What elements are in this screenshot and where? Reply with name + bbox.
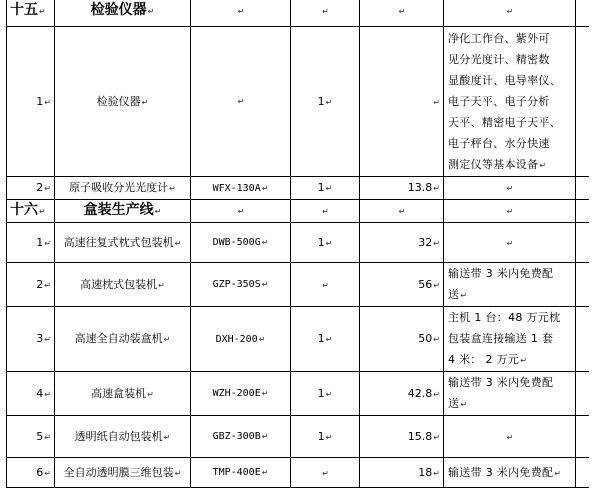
paragraph-mark: ↵	[322, 6, 329, 16]
item-notes	[444, 416, 576, 458]
item-model	[191, 177, 291, 200]
paragraph-mark: ↵	[398, 207, 406, 216]
notes-line: 包装盒连接输送 1 套	[448, 332, 554, 345]
section-title	[55, 200, 191, 223]
notes-line: 测定仪等基本设备↵	[448, 157, 547, 171]
item-quantity	[291, 372, 360, 416]
price-cell	[360, 0, 444, 27]
paragraph-mark: ↵	[44, 238, 51, 248]
table-row	[7, 416, 589, 458]
item-number	[7, 372, 55, 416]
row-edge-cell	[576, 0, 589, 27]
paragraph-mark: ↵	[506, 207, 514, 216]
item-name-text: 高速全自动装盒机	[74, 332, 163, 345]
model-cell	[191, 0, 291, 27]
paragraph-mark: ↵	[261, 432, 269, 441]
table-row	[7, 372, 589, 416]
paragraph-mark: ↵	[44, 335, 51, 344]
paragraph-mark: ↵	[39, 6, 46, 16]
table-row	[7, 307, 589, 372]
item-model-text: WZH-200E	[212, 388, 261, 399]
paragraph-mark: ↵	[520, 356, 528, 365]
section-title	[55, 0, 191, 27]
paragraph-mark: ↵	[554, 468, 562, 478]
item-number-text: 2	[36, 181, 44, 194]
item-name	[55, 372, 191, 416]
paragraph-mark: ↵	[539, 160, 547, 170]
item-price	[360, 27, 444, 177]
paragraph-mark: ↵	[44, 432, 51, 442]
item-name	[55, 458, 191, 488]
row-edge-cell	[576, 27, 589, 177]
paragraph-mark: ↵	[433, 389, 440, 399]
paragraph-mark: ↵	[174, 468, 182, 478]
item-quantity-text: 1	[317, 429, 325, 443]
row-edge-cell	[576, 200, 589, 223]
paragraph-mark: ↵	[433, 280, 440, 290]
item-number	[7, 27, 55, 177]
section-number	[7, 0, 55, 27]
notes-line: 4 米： 2 万元↵	[448, 353, 528, 366]
item-quantity-text: 1	[317, 181, 325, 194]
paragraph-mark: ↵	[506, 6, 514, 16]
item-model-text: WFX-130A	[212, 182, 261, 194]
paragraph-mark: ↵	[261, 280, 269, 289]
item-price	[360, 372, 444, 416]
item-model-text: TMP-400E	[212, 467, 261, 478]
paragraph-mark: ↵	[163, 335, 171, 344]
item-price	[360, 458, 444, 488]
paragraph-mark: ↵	[261, 238, 269, 247]
paragraph-mark: ↵	[506, 238, 514, 248]
qty-cell	[291, 0, 360, 27]
item-number-text: 4	[36, 386, 44, 400]
item-price	[360, 307, 444, 372]
item-quantity-text: 1	[317, 94, 325, 108]
paragraph-mark: ↵	[147, 6, 155, 16]
item-number-text: 1	[36, 235, 44, 249]
item-number	[7, 416, 55, 458]
notes-line: 输送带 3 米内免费配	[448, 267, 554, 280]
section-number-text: 十五	[10, 1, 38, 18]
section-title-text: 盒装生产线	[83, 202, 154, 218]
section-title-text: 检验仪器	[90, 1, 147, 18]
notes-line: 输送带 3 米内免费配	[448, 376, 554, 389]
item-quantity	[291, 223, 360, 263]
item-name	[55, 27, 191, 177]
paragraph-mark: ↵	[237, 97, 245, 106]
item-name-text: 高速盒装机	[91, 386, 147, 400]
paragraph-mark: ↵	[44, 97, 51, 107]
paragraph-mark: ↵	[433, 468, 440, 478]
item-model-text: DWB-500G	[212, 237, 261, 248]
model-cell	[191, 200, 291, 223]
table-row	[7, 27, 589, 177]
paragraph-mark: ↵	[325, 238, 333, 248]
item-number	[7, 458, 55, 488]
section-number-text: 十六	[10, 202, 38, 218]
equipment-table	[6, 0, 589, 488]
notes-line: 净化工作台、紫外可	[448, 31, 550, 45]
item-number	[7, 263, 55, 307]
paragraph-mark: ↵	[261, 468, 269, 477]
row-edge-cell	[576, 307, 589, 372]
notes-line: 电子天平、电子分析	[448, 94, 550, 108]
paragraph-mark: ↵	[322, 468, 329, 478]
item-model	[191, 416, 291, 458]
notes-line: 显酸度计、电导率仪、	[448, 73, 561, 87]
item-price-text: 32	[418, 235, 433, 249]
paragraph-mark: ↵	[258, 334, 266, 344]
item-name-text: 检验仪器	[96, 94, 141, 108]
item-price	[360, 416, 444, 458]
row-edge-cell	[576, 223, 589, 263]
item-quantity-text: 1	[317, 332, 325, 345]
item-number-text: 3	[36, 332, 44, 345]
item-name-text: 高速往复式枕式包装机	[63, 235, 174, 249]
item-notes	[444, 27, 576, 177]
item-quantity	[291, 177, 360, 200]
table-row	[7, 223, 589, 263]
row-edge-cell	[576, 372, 589, 416]
table-row	[7, 263, 589, 307]
item-name	[55, 263, 191, 307]
paragraph-mark: ↵	[158, 280, 165, 290]
paragraph-mark: ↵	[154, 207, 162, 216]
paragraph-mark: ↵	[44, 389, 51, 399]
paragraph-mark: ↵	[39, 207, 46, 216]
notes-line: 见分光度计、精密数	[448, 52, 550, 66]
item-price	[360, 223, 444, 263]
paragraph-mark: ↵	[433, 184, 440, 193]
paragraph-mark: ↵	[261, 389, 269, 398]
paragraph-mark: ↵	[44, 280, 51, 290]
table-row	[7, 458, 589, 488]
paragraph-mark: ↵	[44, 468, 51, 478]
paragraph-mark: ↵	[261, 183, 269, 193]
item-model	[191, 372, 291, 416]
row-edge-cell	[576, 458, 589, 488]
item-number	[7, 177, 55, 200]
paragraph-mark: ↵	[325, 432, 333, 442]
paragraph-mark: ↵	[325, 335, 333, 344]
section-number	[7, 200, 55, 223]
item-number-text: 1	[36, 94, 44, 108]
paragraph-mark: ↵	[325, 389, 333, 399]
item-model-text: GZP-350S	[212, 279, 261, 290]
paragraph-mark: ↵	[141, 97, 149, 107]
item-quantity	[291, 307, 360, 372]
paragraph-mark: ↵	[322, 207, 329, 216]
item-price	[360, 177, 444, 200]
notes-line: 主机 1 台：48 万元枕	[448, 311, 561, 324]
paragraph-mark: ↵	[325, 184, 333, 193]
paragraph-mark: ↵	[174, 238, 182, 248]
paragraph-mark: ↵	[147, 389, 154, 399]
paragraph-mark: ↵	[506, 432, 514, 442]
row-edge-cell	[576, 177, 589, 200]
item-model	[191, 307, 291, 372]
row-edge-cell	[576, 416, 589, 458]
item-model	[191, 223, 291, 263]
item-name-text: 原子吸收分光光度计	[69, 181, 169, 194]
item-quantity-text: 1	[317, 235, 325, 249]
table-row	[7, 177, 589, 200]
item-notes	[444, 307, 576, 372]
notes-line: 电子秤台、水分快速	[448, 136, 550, 150]
qty-cell	[291, 200, 360, 223]
row-edge-cell	[576, 263, 589, 307]
item-price-text: 13.8	[407, 181, 433, 194]
item-quantity	[291, 416, 360, 458]
paragraph-mark: ↵	[433, 335, 440, 344]
item-model-text: GBZ-300B	[212, 431, 261, 442]
paragraph-mark: ↵	[44, 184, 51, 193]
item-name	[55, 223, 191, 263]
notes-line: 天平、精密电子天平、	[448, 115, 561, 129]
item-model	[191, 263, 291, 307]
item-quantity	[291, 27, 360, 177]
section-row	[7, 200, 589, 223]
paragraph-mark: ↵	[237, 207, 245, 216]
item-notes	[444, 263, 576, 307]
item-number-text: 5	[36, 429, 44, 443]
item-price-text: 18	[418, 465, 433, 479]
item-name-text: 透明纸自动包装机	[74, 429, 163, 443]
paragraph-mark: ↵	[325, 97, 333, 107]
notes-line: 输送带 3 米内免费配↵	[448, 465, 562, 479]
section-row	[7, 0, 589, 27]
paragraph-mark: ↵	[433, 432, 440, 442]
paragraph-mark: ↵	[433, 97, 440, 107]
paragraph-mark: ↵	[322, 280, 329, 290]
item-price	[360, 263, 444, 307]
paragraph-mark: ↵	[506, 184, 514, 193]
item-name	[55, 416, 191, 458]
item-notes	[444, 372, 576, 416]
item-model	[191, 458, 291, 488]
item-quantity-text: 1	[317, 386, 325, 400]
item-name-text: 全自动透明膜三维包装	[63, 465, 174, 479]
item-name-text: 高速枕式包装机	[80, 277, 158, 291]
item-notes	[444, 223, 576, 263]
paragraph-mark: ↵	[460, 291, 468, 300]
item-notes	[444, 458, 576, 488]
paragraph-mark: ↵	[398, 6, 406, 16]
item-price-text: 15.8	[407, 429, 433, 443]
item-number-text: 6	[36, 465, 44, 479]
item-price-text: 50	[418, 332, 433, 345]
item-number	[7, 307, 55, 372]
paragraph-mark: ↵	[237, 6, 245, 16]
item-number	[7, 223, 55, 263]
item-model	[191, 27, 291, 177]
item-price-text: 42.8	[407, 386, 433, 400]
item-quantity	[291, 263, 360, 307]
paragraph-mark: ↵	[163, 432, 171, 442]
paragraph-mark: ↵	[433, 238, 440, 248]
item-number-text: 2	[36, 277, 44, 291]
item-name	[55, 307, 191, 372]
notes-cell	[444, 0, 576, 27]
price-cell	[360, 200, 444, 223]
item-name	[55, 177, 191, 200]
notes-cell	[444, 200, 576, 223]
item-notes	[444, 177, 576, 200]
notes-line: 送↵	[448, 288, 468, 301]
paragraph-mark: ↵	[460, 400, 468, 409]
item-quantity	[291, 458, 360, 488]
item-price-text: 56	[418, 277, 433, 291]
paragraph-mark: ↵	[169, 184, 176, 193]
notes-line: 送↵	[448, 397, 468, 410]
item-model-text: DXH-200	[215, 333, 258, 345]
